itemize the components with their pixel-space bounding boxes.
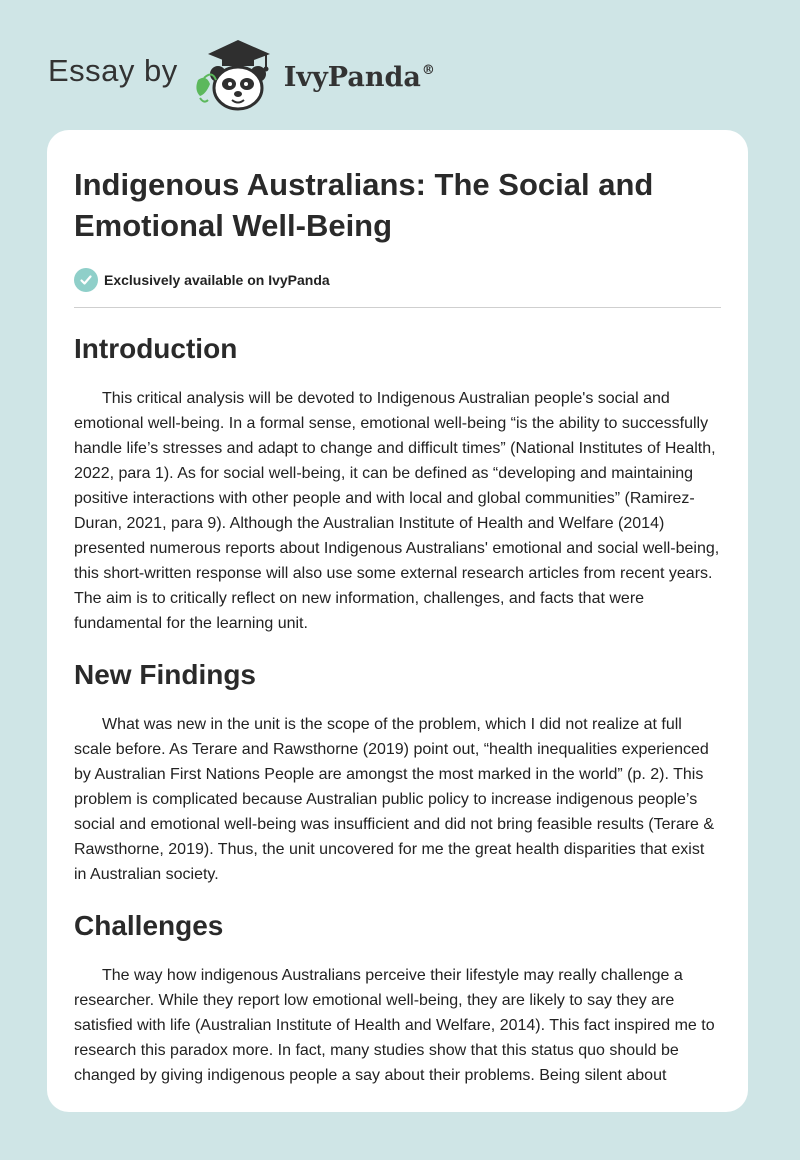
section-heading-new-findings: New Findings <box>74 659 256 690</box>
exclusive-badge <box>74 266 721 294</box>
section-body-introduction: This critical analysis will be devoted to Indigenous Australian people's social and emotional well-being. In a formal sense, emotional well-being “is the ability to successfully handle life’s stresses and adapt to change and difficult times” (National Institutes of Health, 2022, para 1). As for social well-being, it can be defined as “developing and maintaining positive interactions with other people and with local and global communities” (Ramirez-Duran, 2021, para 9). Although the Australian Institute of Health and Welfare (2014) presented numerous reports about Indigenous Australians' emotional and social well-being, this short-written response will also use some external research articles from recent years. The aim is to critically reflect on new information, challenges, and facts that were fundamental for the learning unit. <box>74 390 720 632</box>
section-heading-challenges: Challenges <box>74 910 224 941</box>
ivypanda-panda-logo-icon[interactable] <box>192 34 284 114</box>
title-divider <box>74 307 721 308</box>
section-heading-introduction: Introduction <box>74 333 238 364</box>
check-circle-icon <box>74 268 98 292</box>
section-body-challenges: The way how indigenous Australians perceive their lifestyle may really challenge a researcher. While they report low emotional well-being, they are likely to say they are satisfied with life (Australian Institute of Health and Welfare, 2014). This fact inspired me to research this paradox more. In fact, many studies show that this status quo should be changed by giving indigenous people a say about their problems. Being silent about <box>74 967 715 1084</box>
essay-title: Indigenous Australians: The Social and Emotional Well-Being <box>74 167 654 243</box>
section-body-new-findings: What was new in the unit is the scope of the problem, which I did not realize at full scale before. As Terare and Rawsthorne (2019) point out, “health inequalities experienced by Australian First Nations People are amongst the most marked in the world” (p. 2). This problem is complicated because Australian public policy to increase indigenous people’s social and emotional well-being was insufficient and did not bring feasible results (Terare & Rawsthorne, 2019). Thus, the unit uncovered for me the great health disparities that exist in Australian society. <box>74 716 715 883</box>
essay-card <box>47 130 748 1112</box>
exclusive-badge-label: Exclusively available on IvyPanda <box>104 272 330 288</box>
site-header <box>48 34 435 114</box>
essay-by-label: Essay by <box>48 53 178 88</box>
ivypanda-brand-name[interactable]: IvyPanda® <box>283 61 435 93</box>
